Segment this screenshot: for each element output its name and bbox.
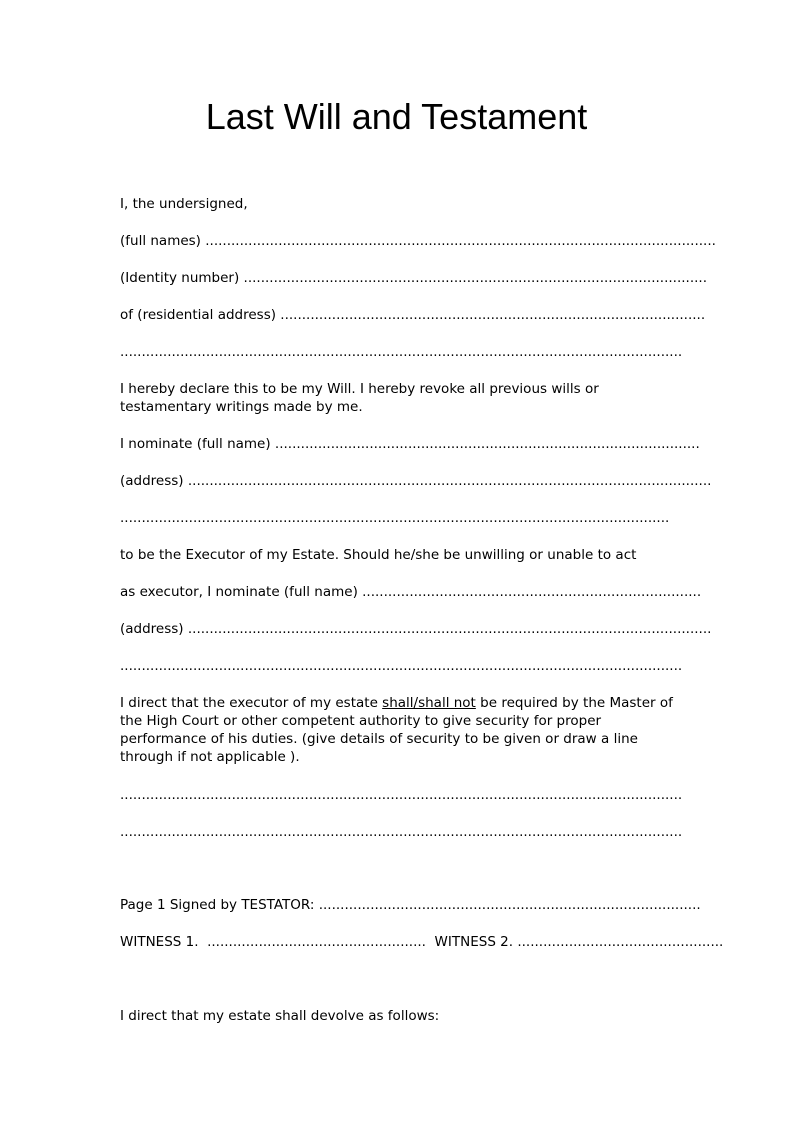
security-details-line-2[interactable]: ................................................................................................................................... (120, 824, 683, 840)
witness-2-signature-field[interactable]: WITNESS 2. ................................................ (434, 934, 724, 950)
identity-number-field[interactable]: (Identity number) ............................................................................................................ (120, 270, 707, 286)
page-title: Last Will and Testament (205, 96, 588, 137)
witness-1-signature-field[interactable]: WITNESS 1. ................................................... (120, 934, 426, 950)
testator-signature-field[interactable]: Page 1 Signed by TESTATOR: ......................................................................................... (120, 897, 701, 913)
executor-address-field[interactable]: (address) .......................................................................................................................... (120, 473, 712, 489)
executor-name-field[interactable]: I nominate (full name) ................................................................................................... (120, 436, 700, 452)
executor-clause-text: to be the Executor of my Estate. Should he/she be unwilling or unable to act (120, 547, 637, 563)
witness-signature-row (120, 933, 724, 951)
intro-text: I, the undersigned, (120, 196, 248, 212)
residential-address-continued-field[interactable]: ................................................................................................................................... (120, 344, 683, 360)
residential-address-field[interactable]: of (residential address) ................................................................................................... (120, 307, 706, 323)
alternate-executor-name-field[interactable]: as executor, I nominate (full name) ............................................................................... (120, 584, 702, 600)
security-clause-option: shall/shall not (382, 695, 476, 711)
declaration-text: I hereby declare this to be my Will. I hereby revoke all previous wills or testamentary writings made by me. (120, 381, 599, 415)
alternate-executor-address-field[interactable]: (address) .......................................................................................................................... (120, 621, 712, 637)
security-details-line-1[interactable]: ................................................................................................................................... (120, 787, 683, 803)
full-names-field[interactable]: (full names) ....................................................................................................................... (120, 233, 716, 249)
devolve-text: I direct that my estate shall devolve as follows: (120, 1008, 440, 1024)
executor-address-continued-field[interactable]: ................................................................................................................................ (120, 510, 670, 526)
security-clause-before: I direct that the executor of my estate (120, 695, 383, 711)
security-clause-after: be required by the Master of the High Court or other competent authority to give security for proper performance of his duties. (give details of security to be given or draw a line through if not applicable ). (120, 695, 673, 765)
alternate-executor-address-continued-field[interactable]: ................................................................................................................................... (120, 658, 683, 674)
security-clause-text (120, 694, 676, 766)
